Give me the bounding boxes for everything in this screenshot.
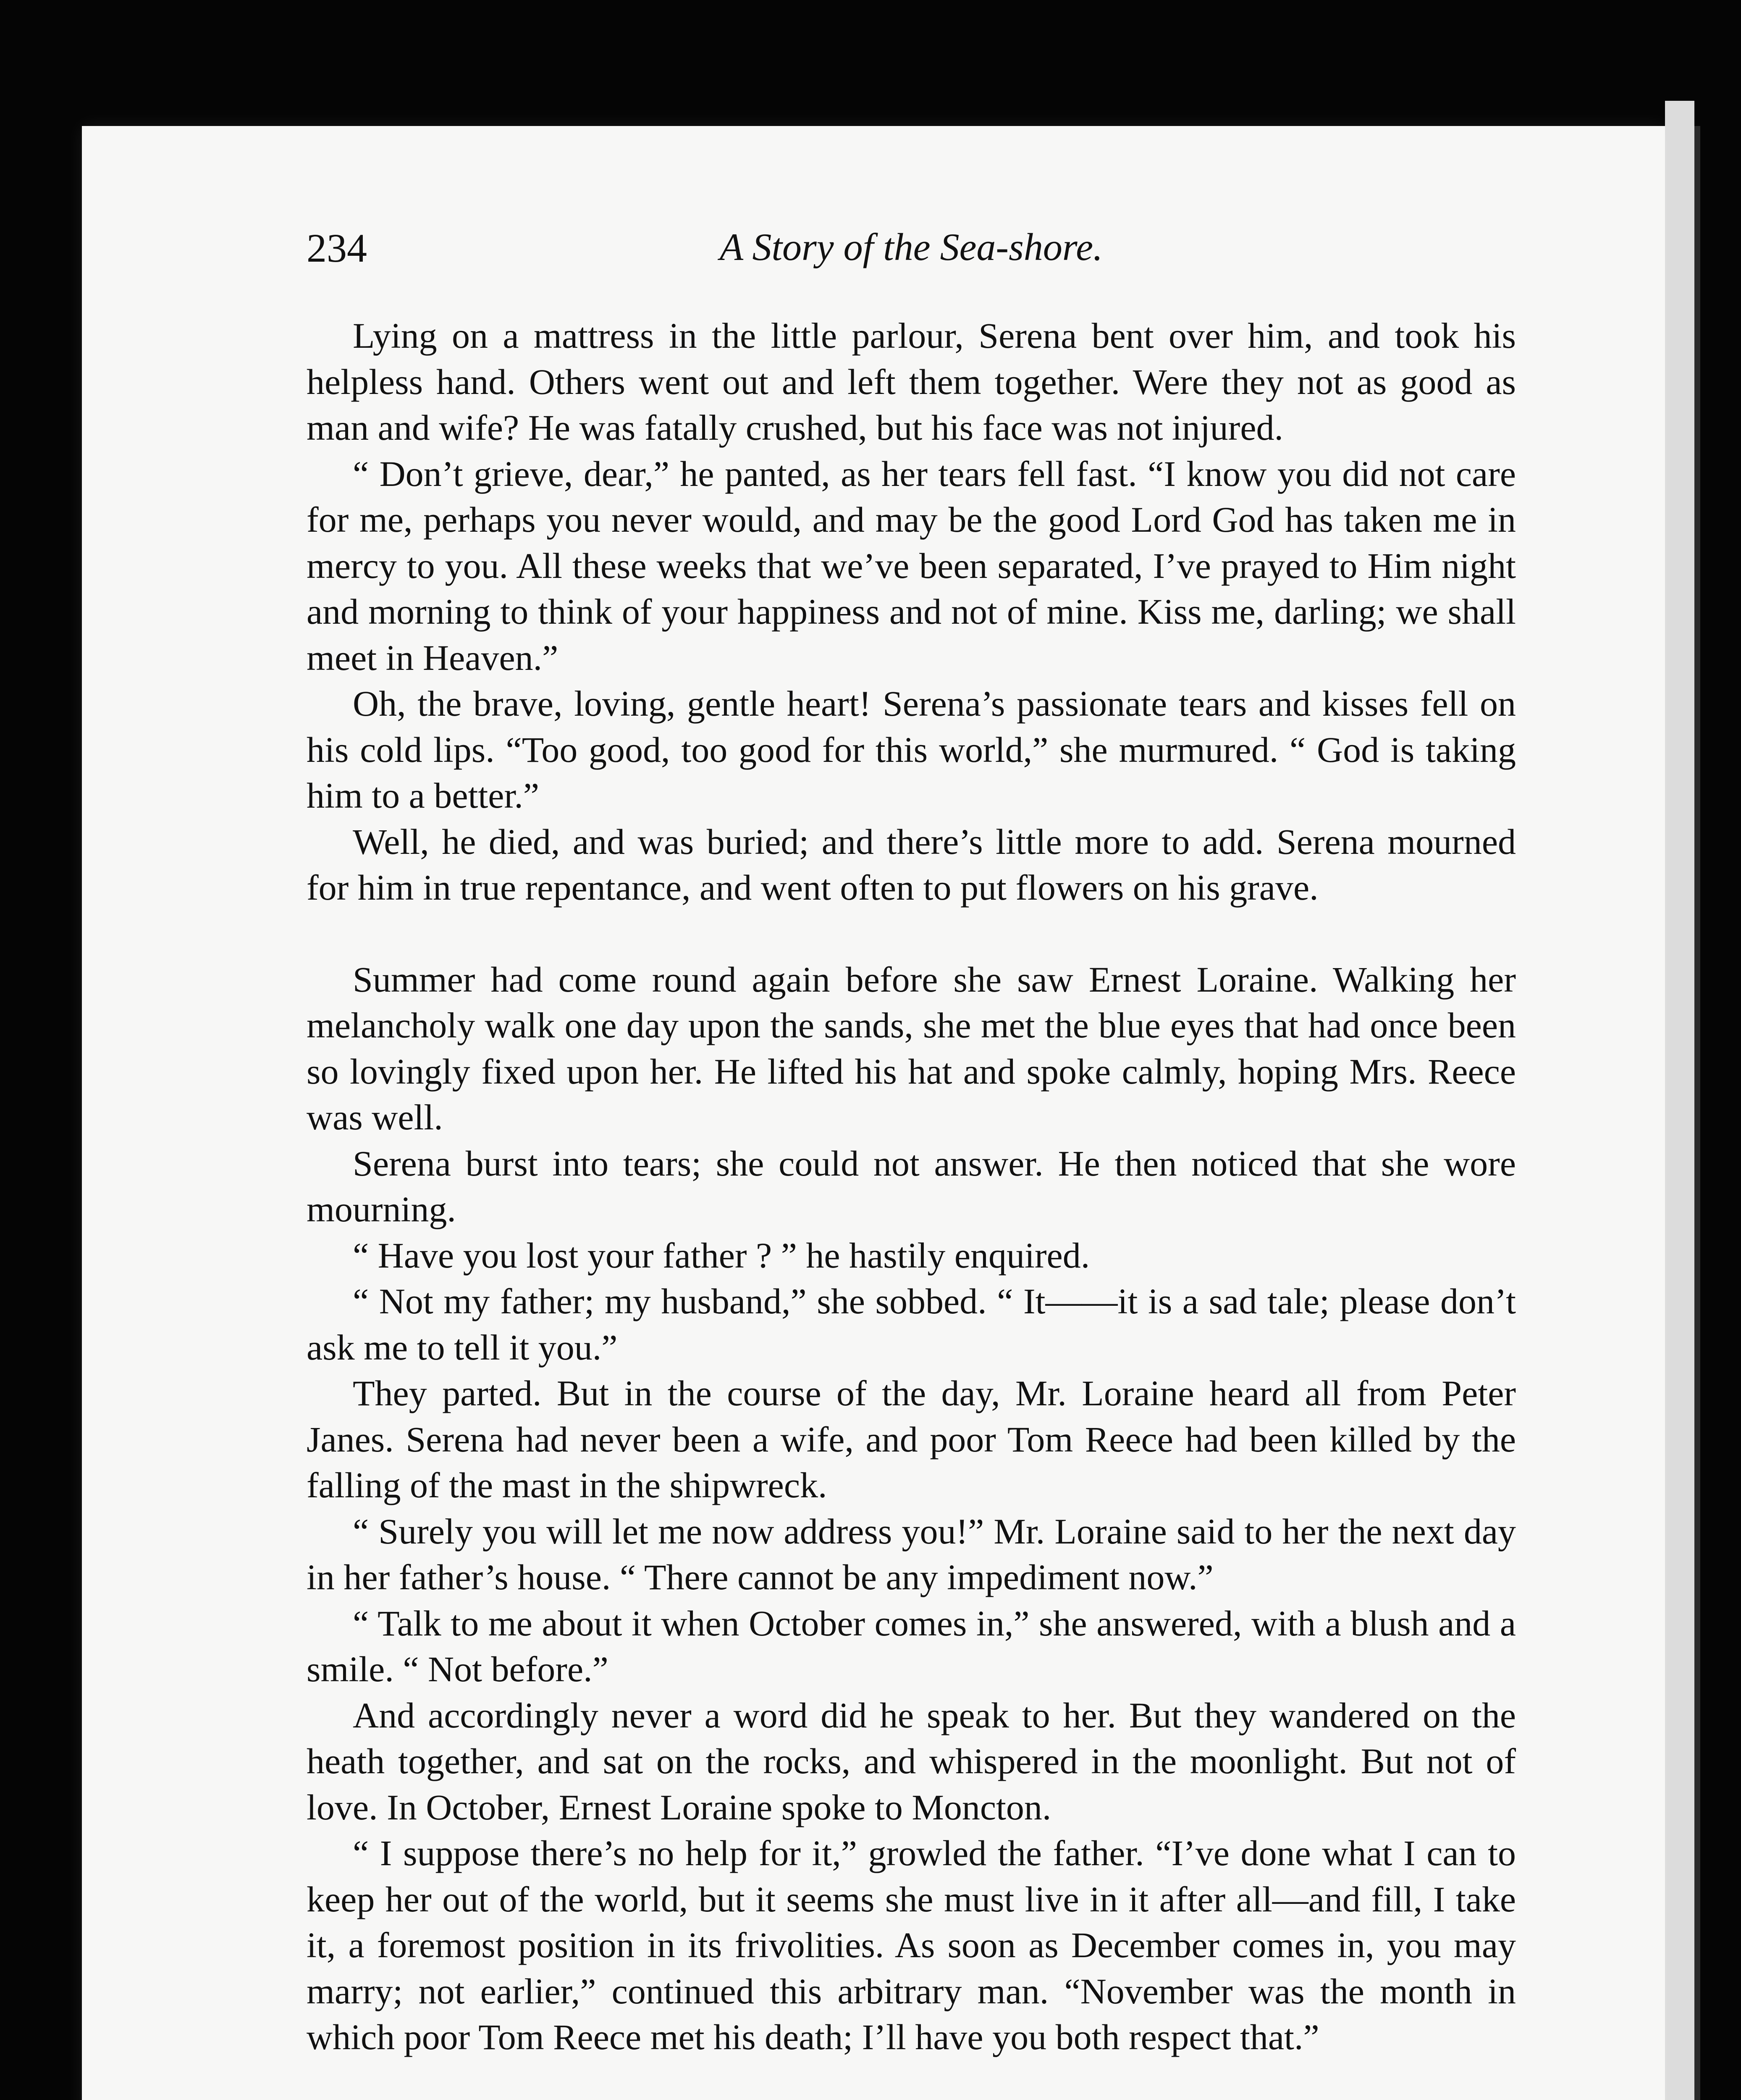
paragraph: Serena burst into tears; she could not answer. He then noticed that she wore mourning. (307, 1143, 1516, 1229)
paragraph: “ Surely you will let me now address you!” Mr. Loraine said to her the next day in her father’s house. “ There cannot be any impediment now.” (307, 1511, 1516, 1597)
paragraph: Oh, the brave, loving, gentle heart! Serena’s passionate tears and kisses fell on his cold lips. “Too good, too good for this world,” she murmured. “ God is taking him to a better.” (307, 683, 1516, 816)
page-number: 234 (307, 226, 367, 270)
paragraph: “ Not my father; my husband,” she sobbed. “ It——it is a sad tale; please don’t ask me to tell it you.” (307, 1281, 1516, 1368)
paragraph: “ I suppose there’s no help for it,” growled the father. “I’ve done what I can to keep her out of the world, but it seems she must live in it after all—and fill, I take it, a foremost position in its frivolities. As soon as December comes in, you may marry; not earlier,” continued this arbitrary man. “November was the month in which poor Tom Reece met his death; I’ll have you both respect that.” (307, 1833, 1516, 2057)
paragraph: And accordingly never a word did he speak to her. But they wandered on the heath together, and sat on the rocks, and whispered in the moonlight. But not of love. In October, Ernest Loraine spoke to Moncton. (307, 1695, 1516, 1827)
page-edge (1665, 101, 1694, 2100)
paragraph: Well, he died, and was buried; and there’s little more to add. Serena mourned for him in true repentance, and went often to put flowers on his grave. (307, 821, 1516, 908)
paragraph: “ Have you lost your father ? ” he hastily enquired. (353, 1235, 1090, 1276)
paragraph: “ Don’t grieve, dear,” he panted, as her tears fell fast. “I know you did not care for me, perhaps you never would, and may be the good Lord God has taken me in mercy to you. All these weeks that we’ve been separated, I’ve prayed to Him night and morning to think of your happiness and not of mine. Kiss me, darling; we shall meet in Heaven.” (307, 453, 1516, 678)
paragraph: They parted. But in the course of the day, Mr. Loraine heard all from Peter Janes. Serena had never been a wife, and poor Tom Reece had been killed by the falling of the mast in the shipwreck. (307, 1373, 1516, 1505)
paragraph: Lying on a mattress in the little parlour, Serena bent over him, and took his helpless hand. Others went out and left them together. Were they not as good as man and wife? He was fatally crushed, but his face was not injured. (307, 315, 1516, 448)
paragraph: Summer had come round again before she saw Ernest Loraine. Walking her melancholy walk one day upon the sands, she met the blue eyes that had once been so lovingly fixed upon her. He lifted his hat and spoke calmly, hoping Mrs. Reece was well. (307, 959, 1516, 1137)
running-title: A Story of the Sea-shore. (719, 226, 1103, 268)
body-text (307, 313, 1516, 2061)
page-header (307, 225, 1516, 279)
page-edge-shadow (1694, 126, 1700, 2100)
paragraph: “ Talk to me about it when October comes in,” she answered, with a blush and a smile. “ Not before.” (307, 1603, 1516, 1689)
